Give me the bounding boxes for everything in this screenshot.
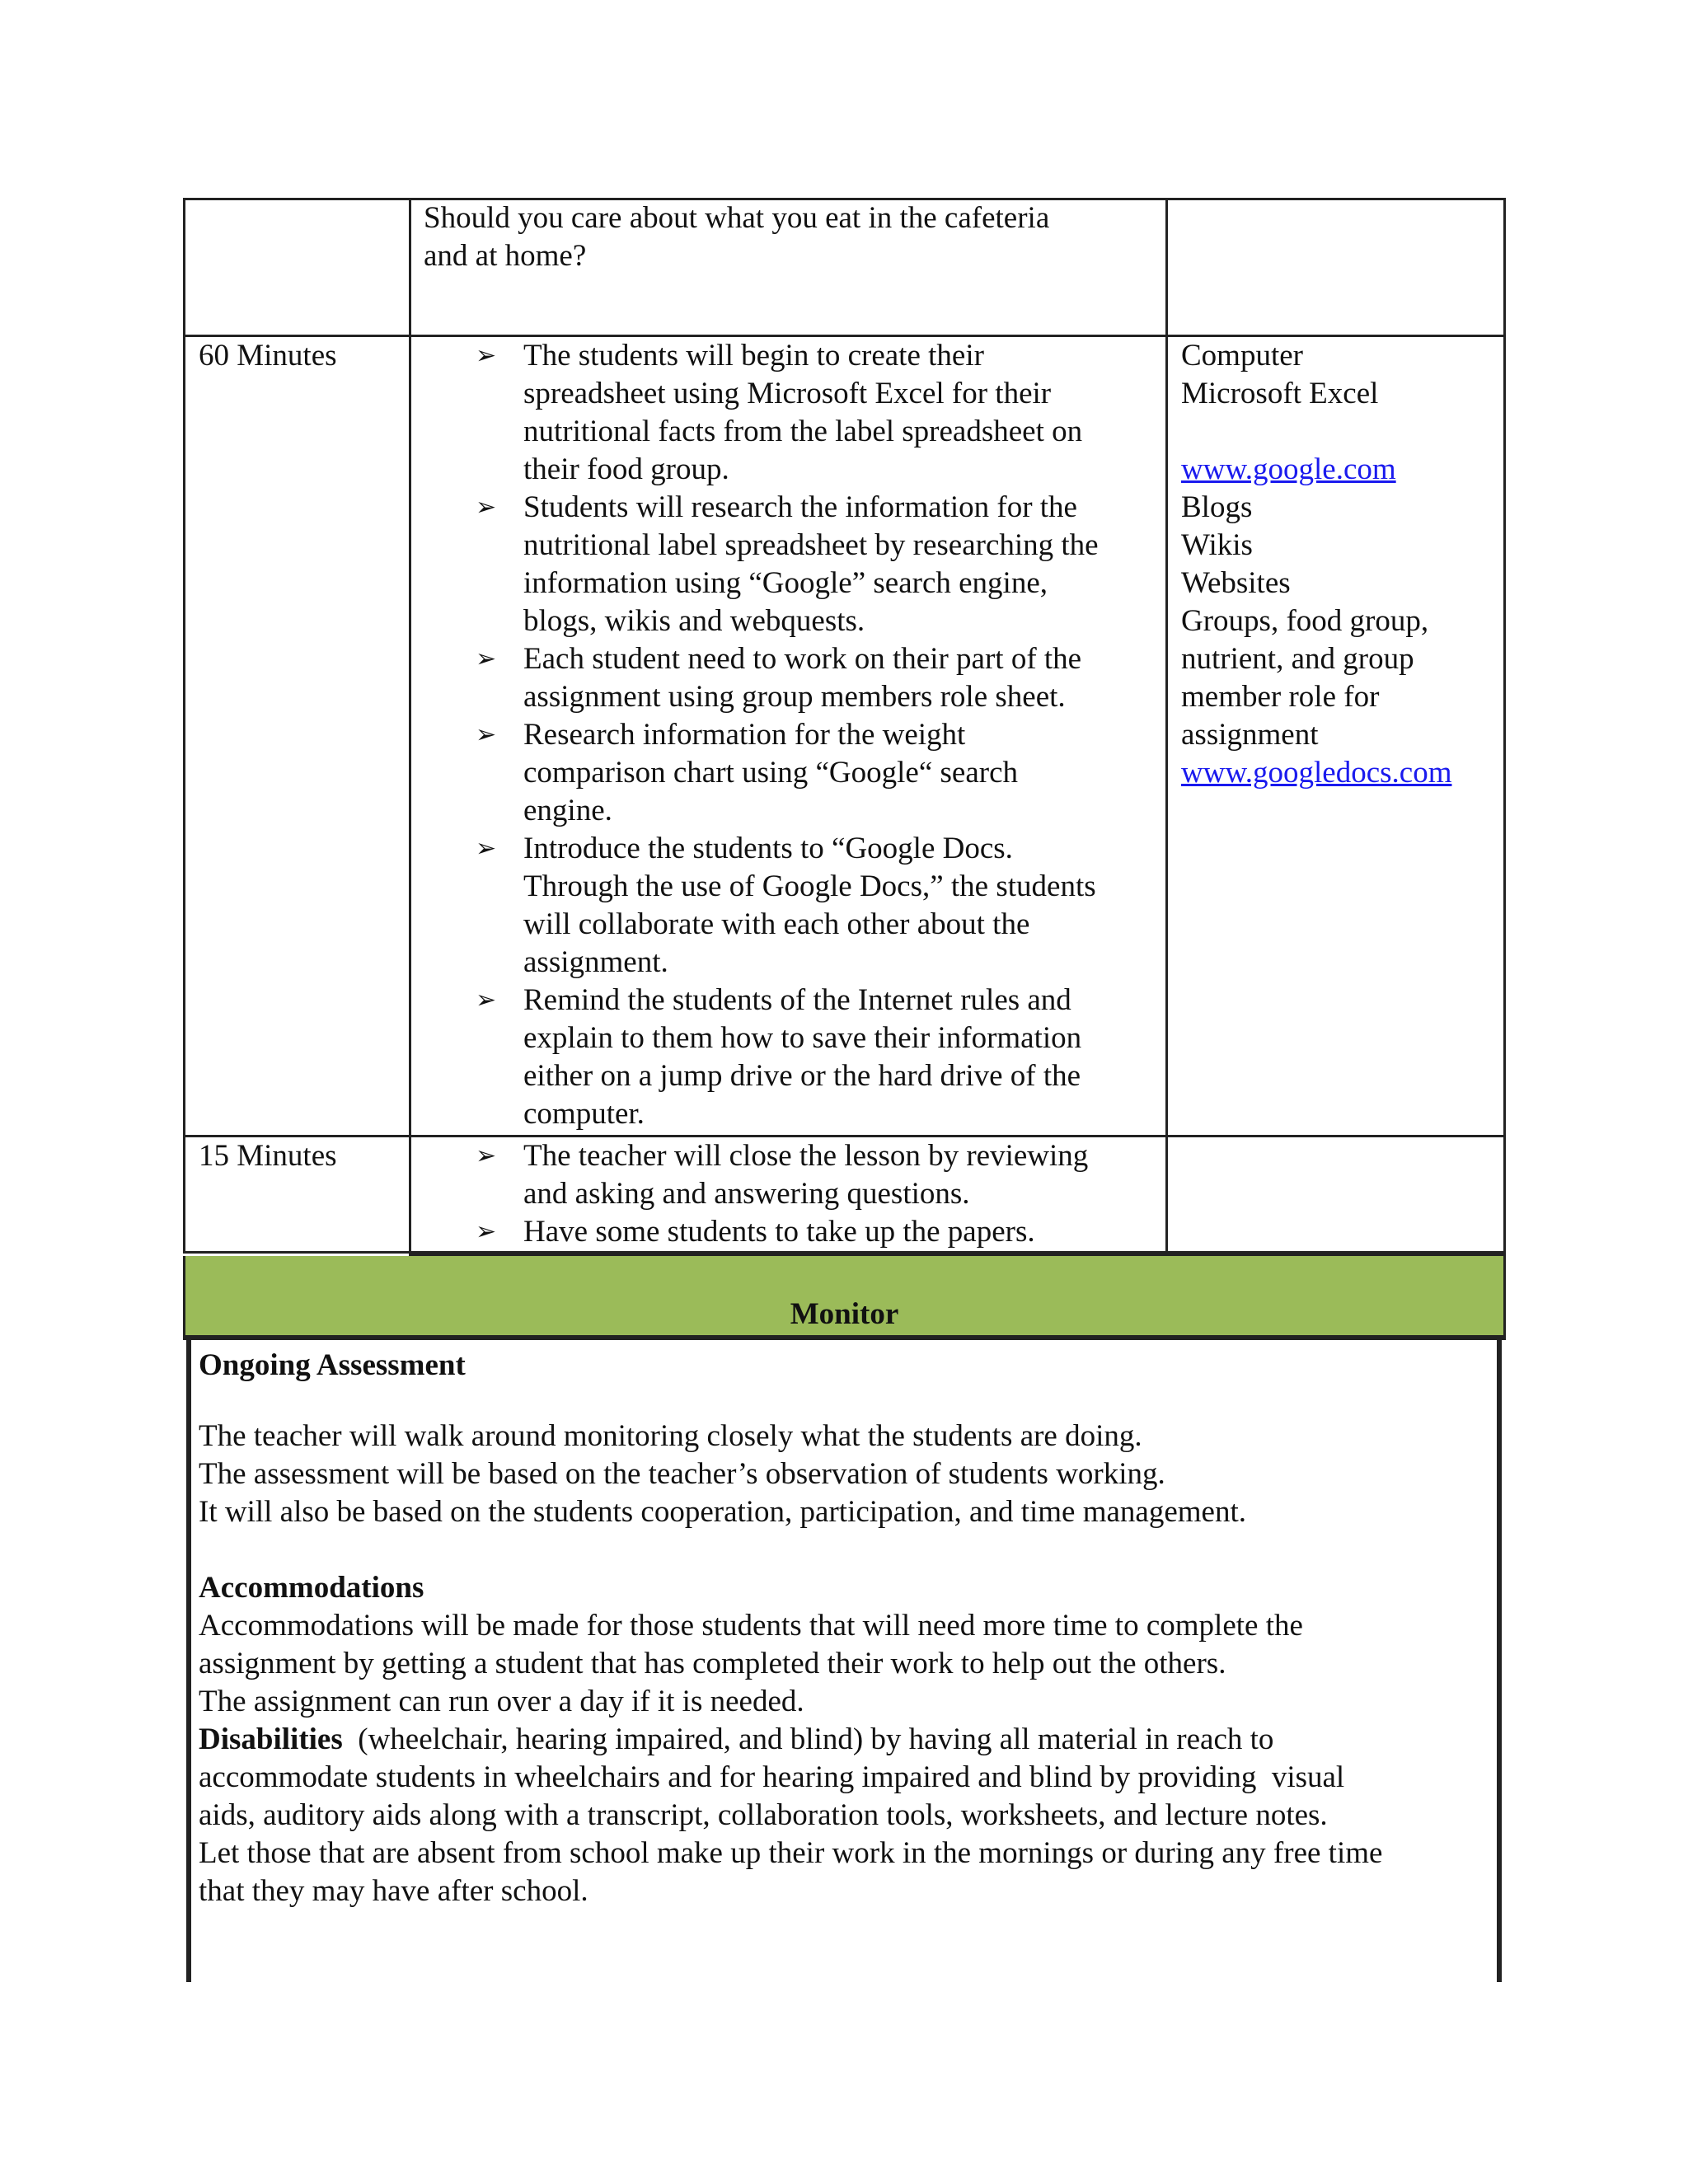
bullet-line: Introduce the students to “Google Docs. — [523, 832, 1013, 865]
bullet-item — [476, 640, 1099, 716]
monitor-header-bottom-border — [183, 1335, 1506, 1340]
ongoing-line: It will also be based on the students cooperation, participation, and time management. — [199, 1495, 1247, 1529]
bullet-line: either on a jump drive or the hard drive of the — [523, 1059, 1081, 1093]
arrowhead-bullet-icon: ➢ — [476, 1141, 497, 1170]
row3-bullet-list — [476, 1137, 1089, 1251]
disabilities-line: accommodate students in wheelchairs and for hearing impaired and blind by providing visual — [199, 1760, 1345, 1794]
material-item: Groups, food group, — [1181, 604, 1429, 638]
row1-activity-line: Should you care about what you eat in the cafeteria — [424, 201, 1050, 235]
material-item: assignment — [1181, 718, 1319, 752]
row3-time: 15 Minutes — [199, 1139, 337, 1173]
material-item: Wikis — [1181, 528, 1253, 562]
ongoing-line: The teacher will walk around monitoring closely what the students are doing. — [199, 1419, 1142, 1453]
bullet-item — [476, 830, 1099, 982]
bullet-line: blogs, wikis and webquests. — [523, 604, 865, 638]
bullet-line: Students will research the information for the — [523, 490, 1077, 524]
ongoing-line: The assessment will be based on the teacher’s observation of students working. — [199, 1457, 1165, 1491]
material-item: nutrient, and group — [1181, 642, 1414, 676]
accommodations-line: Accommodations will be made for those students that will need more time to complete the — [199, 1609, 1303, 1643]
material-item: member role for — [1181, 680, 1380, 714]
bullet-line: engine. — [523, 794, 612, 827]
accommodations-line: assignment by getting a student that has completed their work to help out the others. — [199, 1647, 1226, 1680]
row2-time: 60 Minutes — [199, 339, 337, 373]
bullet-line: Have some students to take up the papers. — [523, 1215, 1035, 1249]
row2-activities — [476, 337, 1099, 1133]
material-item: Websites — [1181, 566, 1291, 600]
arrowhead-bullet-icon: ➢ — [476, 493, 497, 522]
table-border-right — [1503, 198, 1506, 1253]
row2-bullet-list — [476, 337, 1099, 1133]
row3-activities — [476, 1137, 1089, 1251]
arrowhead-bullet-icon: ➢ — [476, 1217, 497, 1246]
bullet-line: The teacher will close the lesson by reviewing — [523, 1139, 1089, 1173]
arrowhead-bullet-icon: ➢ — [476, 644, 497, 673]
accommodations-heading: Accommodations — [199, 1571, 424, 1605]
spacer — [199, 1531, 1382, 1569]
row1-activity — [424, 199, 1049, 275]
bullet-item — [476, 1137, 1089, 1213]
accommodations-line: The assignment can run over a day if it is needed. — [199, 1685, 804, 1718]
bullet-line: assignment using group members role sheet. — [523, 680, 1066, 714]
spacer — [199, 1385, 1382, 1418]
ongoing-assessment-heading: Ongoing Assessment — [199, 1348, 466, 1382]
bullet-item — [476, 982, 1099, 1133]
material-item: Blogs — [1181, 490, 1253, 524]
bullet-item — [476, 716, 1099, 830]
google-link[interactable]: www.google.com — [1181, 452, 1396, 486]
row1-activity-line: and at home? — [424, 239, 587, 273]
material-item: Microsoft Excel — [1181, 377, 1379, 410]
bullet-item — [476, 337, 1099, 489]
disabilities-label: Disabilities — [199, 1722, 343, 1756]
bullet-line: spreadsheet using Microsoft Excel for their — [523, 377, 1052, 410]
table-divider-col2 — [1165, 198, 1168, 1253]
disabilities-line: that they may have after school. — [199, 1874, 588, 1908]
bullet-line: comparison chart using “Google“ search — [523, 756, 1019, 790]
bullet-item — [476, 489, 1099, 640]
bullet-line: will collaborate with each other about the — [523, 907, 1030, 941]
arrowhead-bullet-icon: ➢ — [476, 720, 497, 749]
monitor-box-right-border — [1497, 1335, 1502, 1982]
bullet-line: assignment. — [523, 945, 668, 979]
bullet-line: nutritional label spreadsheet by researching the — [523, 528, 1099, 562]
disabilities-line: Let those that are absent from school make up their work in the mornings or during any free time — [199, 1836, 1383, 1870]
bullet-line: Each student need to work on their part of the — [523, 642, 1082, 676]
arrowhead-bullet-icon: ➢ — [476, 341, 497, 370]
arrowhead-bullet-icon: ➢ — [476, 834, 497, 863]
bullet-line: and asking and answering questions. — [523, 1177, 970, 1211]
bullet-line: information using “Google” search engine, — [523, 566, 1048, 600]
spacer — [1181, 413, 1451, 451]
disabilities-text: (wheelchair, hearing impaired, and blind) by having all material in reach to — [342, 1722, 1274, 1756]
bullet-line: computer. — [523, 1097, 645, 1131]
monitor-box-left-border — [186, 1335, 191, 1982]
disabilities-line — [199, 1721, 1382, 1759]
bullet-line: Through the use of Google Docs,” the students — [523, 869, 1096, 903]
disabilities-line: aids, auditory aids along with a transcript, collaboration tools, worksheets, and lecture notes. — [199, 1798, 1328, 1832]
bullet-line: their food group. — [523, 452, 729, 486]
bullet-line: Remind the students of the Internet rules and — [523, 983, 1071, 1017]
arrowhead-bullet-icon: ➢ — [476, 986, 497, 1015]
material-item: Computer — [1181, 339, 1303, 373]
monitor-content — [199, 1347, 1382, 1910]
table-divider-col1 — [409, 198, 411, 1256]
bullet-line: The students will begin to create their — [523, 339, 984, 373]
table-border-left — [183, 198, 185, 1253]
bullet-line: nutritional facts from the label spreadsheet on — [523, 415, 1083, 448]
bullet-line: explain to them how to save their information — [523, 1021, 1082, 1055]
bullet-item — [476, 1213, 1088, 1251]
bullet-line: Research information for the weight — [523, 718, 966, 752]
row2-materials — [1181, 337, 1451, 792]
googledocs-link[interactable]: www.googledocs.com — [1181, 756, 1452, 790]
monitor-heading: Monitor — [790, 1297, 899, 1331]
